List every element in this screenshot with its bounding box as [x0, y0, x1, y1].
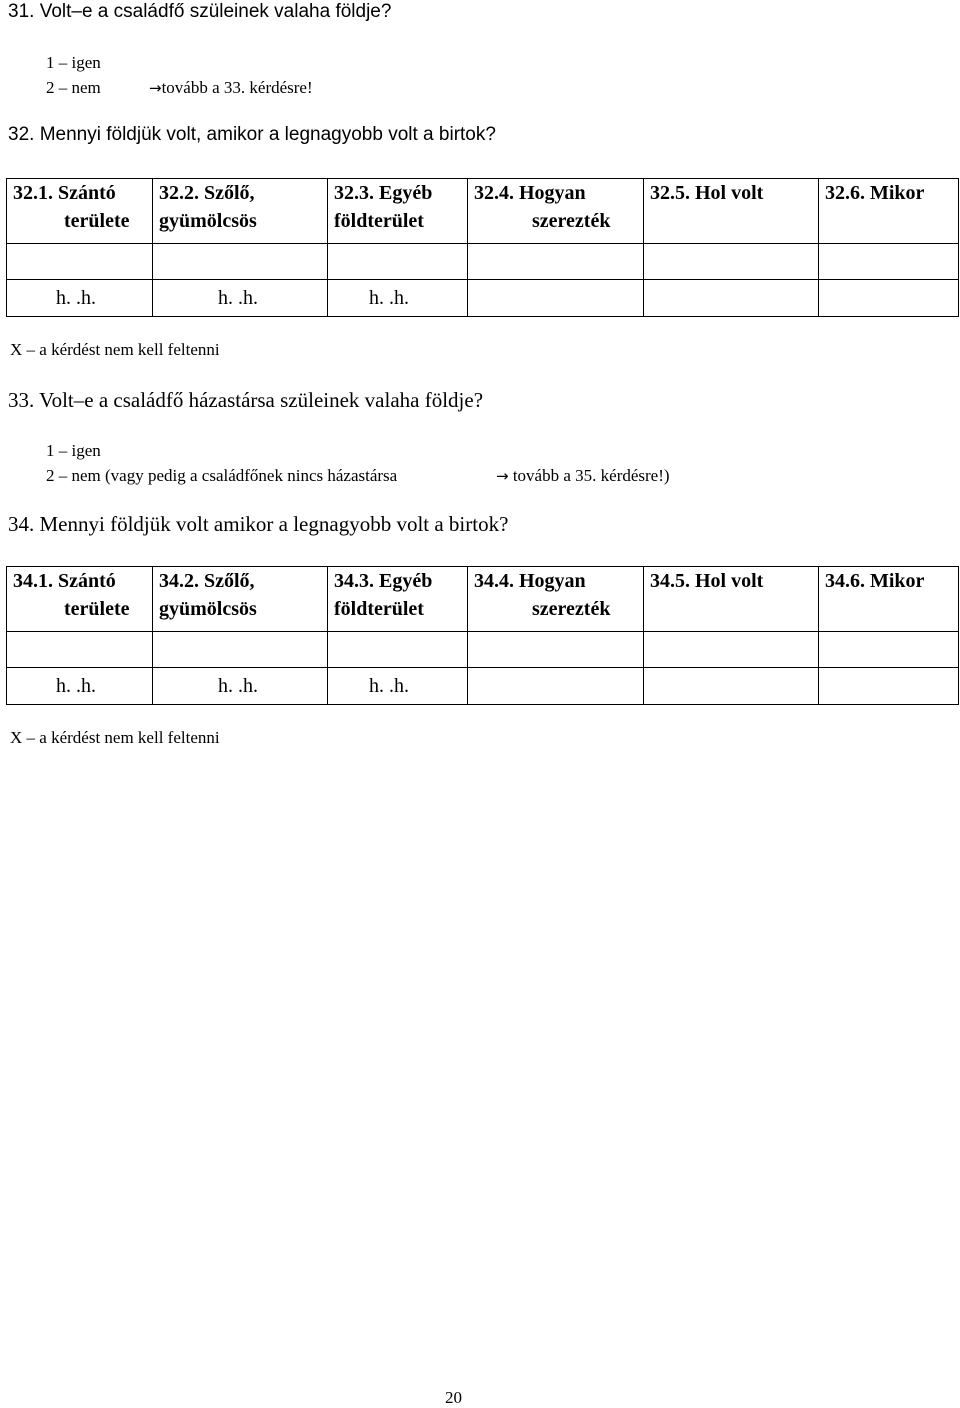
- unit-empty-cell: [468, 280, 644, 317]
- unit-label: h. .h.: [153, 668, 328, 705]
- header-cell-vineyard: [153, 567, 328, 632]
- table-answer-row: [7, 244, 959, 280]
- answer-cell[interactable]: [644, 632, 819, 668]
- arrow-right-icon: →: [149, 79, 162, 97]
- unit-empty-cell: [468, 668, 644, 705]
- header-line: 34.4. Hogyan: [474, 570, 586, 592]
- question-31-jump-instruction: [149, 78, 313, 98]
- question-33-option-no: 2 – nem (vagy pedig a családfőnek nincs házastársa: [46, 466, 398, 485]
- header-line: 34.2. Szőlő,: [159, 570, 255, 592]
- question-31-option-no: 2 – nem: [46, 78, 101, 97]
- header-cell-plowland: [7, 179, 153, 244]
- header-line: 32.5. Hol volt: [650, 182, 764, 204]
- answer-cell[interactable]: [7, 244, 153, 280]
- question-32-title: 32. Mennyi földjük volt, amikor a legnagyobb volt a birtok?: [8, 124, 496, 145]
- header-line: 34.6. Mikor: [825, 570, 925, 592]
- header-cell-location: [644, 567, 819, 632]
- question-31-option-yes: 1 – igen: [46, 53, 101, 72]
- unit-label: h. .h.: [7, 668, 153, 705]
- header-line: 32.6. Mikor: [825, 182, 925, 204]
- question-32-table: [6, 178, 959, 317]
- question-33-jump-text: tovább a 35. kérdésre!): [512, 466, 670, 485]
- table-header-row: [7, 567, 959, 632]
- question-32-note: X – a kérdést nem kell feltenni: [10, 340, 220, 359]
- header-line: 32.3. Egyéb: [334, 182, 433, 204]
- question-33-jump-instruction: [496, 466, 670, 486]
- answer-cell[interactable]: [819, 632, 959, 668]
- header-line: 34.5. Hol volt: [650, 570, 764, 592]
- header-line: területe: [64, 210, 130, 232]
- header-line: 32.4. Hogyan: [474, 182, 586, 204]
- table-unit-row: [7, 668, 959, 705]
- table-header-row: [7, 179, 959, 244]
- unit-empty-cell: [644, 280, 819, 317]
- answer-cell[interactable]: [644, 244, 819, 280]
- unit-empty-cell: [819, 668, 959, 705]
- unit-label: h. .h.: [7, 280, 153, 317]
- question-31-title: 31. Volt–e a családfő szüleinek valaha földje?: [8, 1, 392, 22]
- unit-empty-cell: [819, 280, 959, 317]
- header-line: földterület: [334, 598, 424, 620]
- header-cell-when: [819, 567, 959, 632]
- header-cell-other-land: [328, 179, 468, 244]
- question-31-jump-text: tovább a 33. kérdésre!: [161, 78, 313, 97]
- answer-cell[interactable]: [819, 244, 959, 280]
- header-cell-location: [644, 179, 819, 244]
- header-cell-when: [819, 179, 959, 244]
- header-cell-other-land: [328, 567, 468, 632]
- table-answer-row: [7, 632, 959, 668]
- answer-cell[interactable]: [328, 244, 468, 280]
- unit-label: h. .h.: [153, 280, 328, 317]
- answer-cell[interactable]: [153, 632, 328, 668]
- header-line: földterület: [334, 210, 424, 232]
- unit-empty-cell: [644, 668, 819, 705]
- header-cell-acquisition: [468, 567, 644, 632]
- header-line: gyümölcsös: [159, 210, 257, 232]
- table-unit-row: [7, 280, 959, 317]
- unit-label: h. .h.: [328, 668, 468, 705]
- header-cell-acquisition: [468, 179, 644, 244]
- question-33-title: 33. Volt–e a családfő házastársa szüleinek valaha földje?: [8, 388, 484, 412]
- answer-cell[interactable]: [468, 632, 644, 668]
- header-line: 32.2. Szőlő,: [159, 182, 255, 204]
- header-line: 34.1. Szántó: [13, 570, 116, 592]
- answer-cell[interactable]: [468, 244, 644, 280]
- unit-label: h. .h.: [328, 280, 468, 317]
- arrow-right-icon: →: [496, 467, 509, 485]
- header-cell-vineyard: [153, 179, 328, 244]
- header-line: szerezték: [532, 598, 611, 620]
- question-34-table: [6, 566, 959, 705]
- question-33-option-yes: 1 – igen: [46, 441, 101, 460]
- question-34-note: X – a kérdést nem kell feltenni: [10, 728, 220, 747]
- question-34-title: 34. Mennyi földjük volt amikor a legnagyobb volt a birtok?: [8, 512, 509, 536]
- header-line: gyümölcsös: [159, 598, 257, 620]
- answer-cell[interactable]: [153, 244, 328, 280]
- answer-cell[interactable]: [328, 632, 468, 668]
- header-line: területe: [64, 598, 130, 620]
- header-cell-plowland: [7, 567, 153, 632]
- header-line: 34.3. Egyéb: [334, 570, 433, 592]
- header-line: szerezték: [532, 210, 611, 232]
- page-number: 20: [445, 1388, 462, 1407]
- answer-cell[interactable]: [7, 632, 153, 668]
- header-line: 32.1. Szántó: [13, 182, 116, 204]
